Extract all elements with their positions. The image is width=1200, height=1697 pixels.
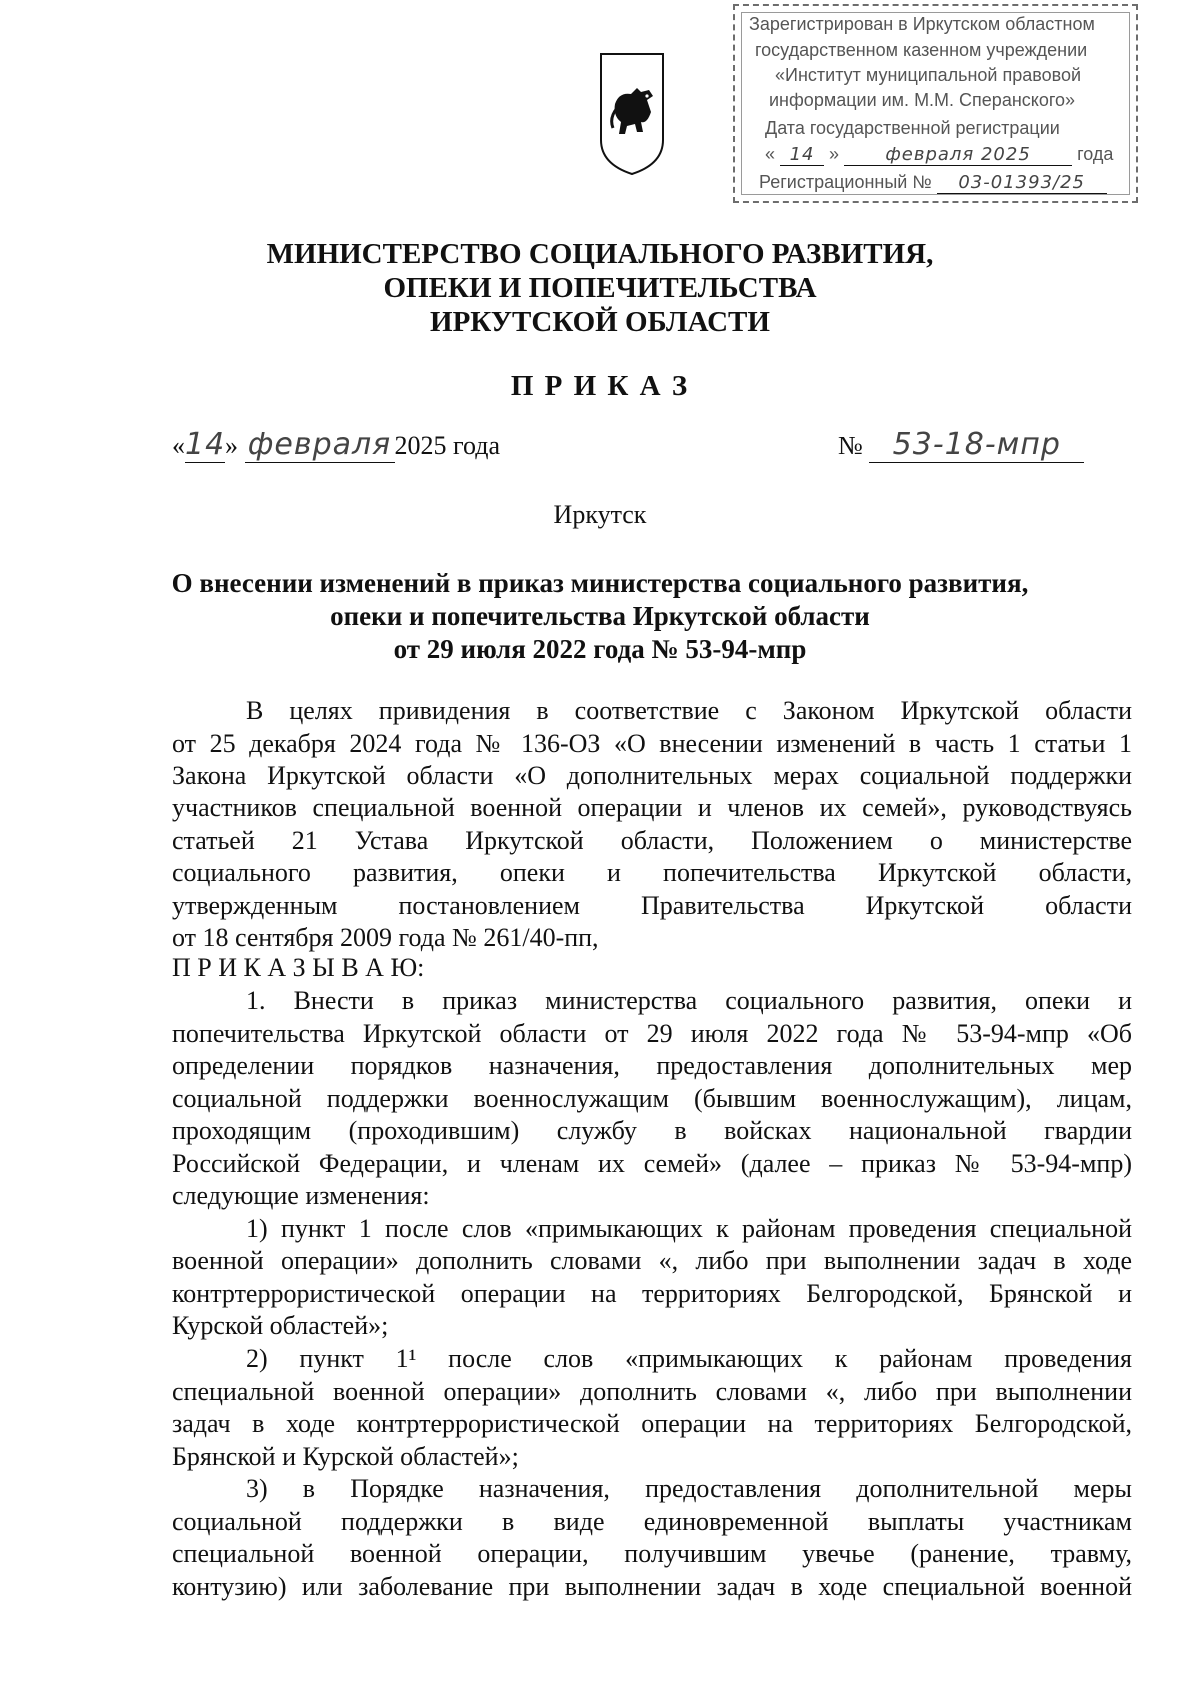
body-line-19: контртеррористической операции на территориях Белгородской, Брянской и — [172, 1279, 1132, 1308]
ministry-name-line-2: ОПЕКИ И ПОПЕЧИТЕЛЬСТВА — [383, 272, 817, 304]
order-date-month: февраля — [245, 428, 395, 463]
stamp-line-1: Зарегистрирован в Иркутском областном — [749, 14, 1095, 34]
body-line-28: контузию) или заболевание при выполнении задач в ходе специальной военной — [172, 1572, 1132, 1601]
stamp-date-day: 14 — [780, 144, 824, 166]
coat-of-arms-emblem — [597, 52, 667, 177]
body-line-26: социальной поддержки в виде единовременной выплаты участникам — [172, 1507, 1132, 1536]
stamp-reg-number: 03-01393/25 — [937, 172, 1107, 194]
body-line-18: военной операции» дополнить словами «, либо при выполнении задач в ходе — [172, 1246, 1132, 1275]
body-line-8: от 18 сентября 2009 года № 261/40-пп, — [172, 923, 599, 952]
body-line-16: следующие изменения: — [172, 1181, 430, 1210]
body-line-13: социальной поддержки военнослужащим (бывшим военнослужащим), лицам, — [172, 1084, 1132, 1113]
order-date-close-quote: » — [225, 431, 238, 460]
ministry-name-line-3: ИРКУТСКОЙ ОБЛАСТИ — [430, 306, 770, 338]
body-line-23: задач в ходе контртеррористической операции на территориях Белгородской, — [172, 1409, 1132, 1438]
body-line-9: П Р И К А З Ы В А Ю: — [172, 953, 425, 982]
document-type: П Р И К А З — [510, 370, 690, 402]
body-line-1: В целях привидения в соответствие с Законом Иркутской области — [246, 696, 1132, 725]
order-number-value: 53-18-мпр — [869, 428, 1084, 463]
stamp-date-mid: » — [829, 144, 840, 164]
stamp-date-open: « — [765, 144, 776, 164]
order-date-day: 14 — [185, 427, 226, 462]
body-line-24: Брянской и Курской областей»; — [172, 1442, 519, 1471]
order-date-open-quote: « — [172, 431, 185, 460]
body-line-27: специальной военной операции, получившим увечье (ранение, травму, — [172, 1539, 1132, 1568]
order-number — [838, 428, 1084, 463]
body-line-17: 1) пункт 1 после слов «примыкающих к районам проведения специальной — [246, 1214, 1132, 1243]
order-title-line-3: от 29 июля 2022 года № 53-94-мпр — [393, 634, 807, 664]
stamp-line-4: информации им. М.М. Сперанского» — [769, 90, 1076, 110]
body-line-4: участников специальной военной операции и членов их семей», руководствуясь — [172, 793, 1132, 822]
body-line-3: Закона Иркутской области «О дополнительных мерах социальной поддержки — [172, 761, 1132, 790]
stamp-date-month: февраля 2025 — [844, 144, 1072, 166]
stamp-line-2: государственном казенном учреждении — [755, 40, 1088, 60]
city-name: Иркутск — [553, 500, 647, 529]
body-line-20: Курской областей»; — [172, 1311, 389, 1340]
body-line-12: определении порядков назначения, предоставления дополнительных мер — [172, 1051, 1132, 1080]
order-number-sign: № — [838, 431, 863, 460]
stamp-line-3: «Институт муниципальной правовой — [775, 65, 1082, 85]
body-line-10: 1. Внести в приказ министерства социального развития, опеки и — [246, 986, 1132, 1015]
body-line-11: попечительства Иркутской области от 29 июля 2022 года № 53-94-мпр «Об — [172, 1019, 1132, 1048]
body-line-7: утвержденным постановлением Правительства Иркутской области — [172, 891, 1132, 920]
ministry-name-line-1: МИНИСТЕРСТВО СОЦИАЛЬНОГО РАЗВИТИЯ, — [266, 238, 934, 270]
body-line-25: 3) в Порядке назначения, предоставления дополнительной меры — [246, 1474, 1132, 1503]
stamp-line-5: Дата государственной регистрации — [765, 118, 1060, 138]
body-line-22: специальной военной операции» дополнить словами «, либо при выполнении — [172, 1377, 1132, 1406]
order-date — [172, 428, 500, 463]
stamp-date-row — [765, 144, 1113, 166]
stamp-date-year-word: года — [1077, 144, 1114, 164]
body-line-15: Российской Федерации, и членам их семей» (далее – приказ № 53-94-мпр) — [172, 1149, 1132, 1178]
body-line-14: проходящим (проходившим) службу в войсках национальной гвардии — [172, 1116, 1132, 1145]
body-line-2: от 25 декабря 2024 года № 136-ОЗ «О внесении изменений в часть 1 статьи 1 — [172, 729, 1132, 758]
body-line-6: социального развития, опеки и попечительства Иркутской области, — [172, 858, 1132, 887]
stamp-reg-label: Регистрационный № — [759, 172, 932, 192]
order-title-line-1: О внесении изменений в приказ министерства социального развития, — [171, 568, 1029, 598]
order-title-line-2: опеки и попечительства Иркутской области — [330, 601, 870, 631]
stamp-reg-row — [759, 172, 1107, 194]
order-date-year: 2025 года — [394, 431, 501, 460]
registration-stamp — [733, 4, 1138, 203]
body-line-21: 2) пункт 1¹ после слов «примыкающих к районам проведения — [246, 1344, 1132, 1373]
body-line-5: статьей 21 Устава Иркутской области, Положением о министерстве — [172, 826, 1132, 855]
